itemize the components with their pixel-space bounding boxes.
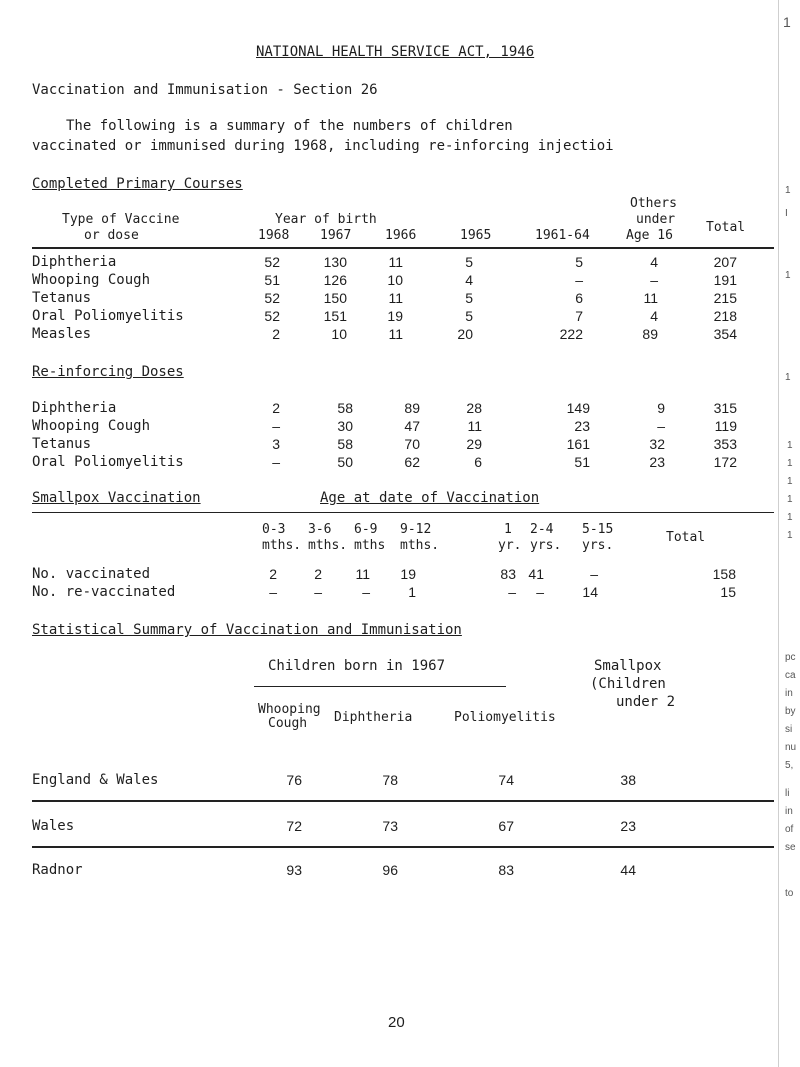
year-col-1961-64: 1961-64 [535, 228, 590, 243]
row-rule [32, 846, 774, 848]
cell: 6 [474, 454, 482, 470]
cell: – [590, 566, 598, 582]
total-header: Total [706, 220, 746, 235]
cell: 151 [323, 308, 347, 324]
cell: 83 [498, 862, 514, 878]
cell: 23 [620, 818, 636, 834]
col-unit: mths. [262, 538, 302, 553]
cell: 41 [528, 566, 544, 582]
others-header-3: Age 16 [626, 228, 673, 243]
edge-fragment: 1 [787, 512, 793, 523]
edge-fragment: si [785, 724, 793, 735]
edge-fragment: se [785, 842, 796, 853]
year-col-1968: 1968 [258, 228, 290, 243]
col-unit: yrs. [530, 538, 562, 553]
col-diphtheria: Diphtheria [334, 710, 413, 725]
cell: 10 [387, 272, 403, 288]
smallpox-header-1: Smallpox [594, 658, 662, 674]
cell: 218 [713, 308, 737, 324]
row-label: Diphtheria [32, 400, 117, 416]
col-3-6: 3-6 [308, 522, 332, 537]
cell: – [272, 454, 280, 470]
cell: 58 [337, 436, 353, 452]
edge-fragment: 1 [787, 458, 793, 469]
cell: – [650, 272, 658, 288]
smallpox-rule [32, 512, 774, 513]
cell: 29 [466, 436, 482, 452]
cell: 3 [272, 436, 280, 452]
statistical-summary-title: Statistical Summary of Vaccination and Immunisation [32, 622, 462, 638]
smallpox-header-2: (Children [590, 676, 666, 692]
cell: – [575, 272, 583, 288]
cell: 9 [657, 400, 665, 416]
cell: – [269, 584, 277, 600]
cell: 70 [404, 436, 420, 452]
edge-fragment: li [785, 788, 790, 799]
smallpox-title: Smallpox Vaccination [32, 490, 201, 506]
cell: 32 [649, 436, 665, 452]
row-label: Tetanus [32, 436, 92, 452]
cell: 73 [382, 818, 398, 834]
year-col-1965: 1965 [460, 228, 492, 243]
page-heading: NATIONAL HEALTH SERVICE ACT, 1946 [256, 44, 535, 60]
cell: 62 [404, 454, 420, 470]
cell: 4 [650, 308, 658, 324]
col-1: 1 [504, 522, 512, 537]
edge-fragment: 1 [787, 440, 793, 451]
cell: 6 [575, 290, 583, 306]
cell: 353 [713, 436, 737, 452]
row-label: Whooping Cough [32, 272, 151, 288]
cell: 5 [465, 254, 473, 270]
edge-fragment: 5, [785, 760, 794, 771]
edge-fragment: 1 [783, 14, 791, 30]
cell: 44 [620, 862, 636, 878]
col-type-line-2: or dose [84, 228, 139, 243]
row-label: Oral Poliomyelitis [32, 454, 184, 470]
children-born-header: Children born in 1967 [268, 658, 446, 674]
col-whooping-cough-1: Whooping [258, 702, 321, 717]
cell: 19 [400, 566, 416, 582]
reinforcing-doses-title: Re-inforcing Doses [32, 364, 184, 380]
col-unit: mths. [308, 538, 348, 553]
cell: 72 [286, 818, 302, 834]
others-header-1: Others [630, 196, 677, 211]
cell: 161 [566, 436, 590, 452]
cell: 150 [323, 290, 347, 306]
cell: 2 [269, 566, 277, 582]
col-unit: yr. [498, 538, 522, 553]
cell: 20 [457, 326, 473, 342]
children-born-rule [254, 686, 506, 687]
col-unit: yrs. [582, 538, 614, 553]
edge-fragment: 1 [785, 185, 791, 196]
cell: 47 [404, 418, 420, 434]
cell: 28 [466, 400, 482, 416]
row-label: Wales [32, 818, 75, 834]
cell: 51 [264, 272, 280, 288]
completed-courses-title: Completed Primary Courses [32, 176, 243, 192]
edge-fragment: by [785, 706, 796, 717]
cell: 315 [713, 400, 737, 416]
col-5-15: 5-15 [582, 522, 614, 537]
cell: 5 [465, 290, 473, 306]
intro-text-line-2: vaccinated or immunised during 1968, including re-inforcing injectioi [32, 138, 614, 154]
cell: 23 [649, 454, 665, 470]
edge-fragment: ca [785, 670, 796, 681]
row-label: Oral Poliomyelitis [32, 308, 184, 324]
cell: 23 [574, 418, 590, 434]
col-unit: mths [354, 538, 386, 553]
year-col-1966: 1966 [385, 228, 417, 243]
cell: – [508, 584, 516, 600]
cell: 354 [713, 326, 737, 342]
cell: 158 [712, 566, 736, 582]
cell: 78 [382, 772, 398, 788]
col-9-12: 9-12 [400, 522, 432, 537]
cell: 11 [643, 290, 658, 306]
cell: 222 [559, 326, 583, 342]
cell: 11 [355, 566, 370, 582]
cell: 4 [465, 272, 473, 288]
edge-fragment: 1 [787, 494, 793, 505]
cell: 51 [574, 454, 590, 470]
cell: 14 [582, 584, 598, 600]
cell: – [314, 584, 322, 600]
cell: 83 [500, 566, 516, 582]
col-poliomyelitis: Poliomyelitis [454, 710, 556, 725]
row-label: Diphtheria [32, 254, 117, 270]
age-at-vaccination-header: Age at date of Vaccination [320, 490, 540, 506]
cell: 67 [498, 818, 514, 834]
smallpox-total-header: Total [666, 530, 706, 545]
edge-fragment: in [785, 806, 793, 817]
cell: 5 [575, 254, 583, 270]
header-rule [32, 247, 774, 249]
edge-fragment: nu [785, 742, 797, 753]
cell: 50 [337, 454, 353, 470]
cell: 119 [714, 418, 737, 434]
year-col-1967: 1967 [320, 228, 352, 243]
cell: 74 [498, 772, 514, 788]
cell: 1 [408, 584, 416, 600]
edge-fragment: in [785, 688, 793, 699]
cell: 11 [388, 290, 403, 306]
row-label: England & Wales [32, 772, 159, 788]
cell: 207 [713, 254, 737, 270]
cell: 126 [323, 272, 347, 288]
cell: 2 [272, 400, 280, 416]
cell: 7 [575, 308, 583, 324]
row-label: Measles [32, 326, 92, 342]
cell: 30 [337, 418, 353, 434]
edge-fragment: 1 [785, 270, 791, 281]
cell: 89 [642, 326, 658, 342]
col-type-line-1: Type of Vaccine [62, 212, 180, 227]
cell: – [362, 584, 370, 600]
edge-fragment: to [785, 888, 794, 899]
cell: 52 [264, 290, 280, 306]
col-6-9: 6-9 [354, 522, 378, 537]
edge-fragment: I [785, 208, 788, 219]
page-number: 20 [388, 1014, 405, 1031]
row-label: Whooping Cough [32, 418, 151, 434]
row-rule [32, 800, 774, 802]
cell: 93 [286, 862, 302, 878]
col-unit: mths. [400, 538, 440, 553]
col-2-4: 2-4 [530, 522, 554, 537]
edge-fragment: pc [785, 652, 796, 663]
cell: – [657, 418, 665, 434]
edge-fragment: 1 [785, 372, 791, 383]
cell: 58 [337, 400, 353, 416]
year-of-birth-header: Year of birth [275, 212, 377, 227]
cell: 215 [713, 290, 737, 306]
section-title: Vaccination and Immunisation - Section 26 [32, 82, 378, 98]
cell: 10 [331, 326, 347, 342]
next-page-edge [778, 0, 800, 1067]
edge-fragment: 1 [787, 476, 793, 487]
cell: 5 [465, 308, 473, 324]
row-label: No. re-vaccinated [32, 584, 176, 600]
cell: 172 [713, 454, 737, 470]
cell: 89 [404, 400, 420, 416]
cell: 38 [620, 772, 636, 788]
cell: 11 [388, 326, 403, 342]
cell: 191 [713, 272, 737, 288]
cell: 4 [650, 254, 658, 270]
edge-fragment: 1 [787, 530, 793, 541]
others-header-2: under [636, 212, 676, 227]
cell: 11 [388, 254, 403, 270]
cell: 2 [314, 566, 322, 582]
cell: 76 [286, 772, 302, 788]
cell: 2 [272, 326, 280, 342]
cell: 96 [382, 862, 398, 878]
row-label: Radnor [32, 862, 83, 878]
col-0-3: 0-3 [262, 522, 286, 537]
row-label: Tetanus [32, 290, 92, 306]
intro-text-line-1: The following is a summary of the numbers of children [66, 118, 513, 134]
cell: 149 [566, 400, 590, 416]
cell: 19 [387, 308, 403, 324]
cell: – [536, 584, 544, 600]
cell: 15 [720, 584, 736, 600]
cell: 11 [467, 418, 482, 434]
edge-fragment: of [785, 824, 794, 835]
cell: – [272, 418, 280, 434]
col-whooping-cough-2: Cough [268, 716, 308, 731]
cell: 52 [264, 308, 280, 324]
row-label: No. vaccinated [32, 566, 151, 582]
cell: 130 [323, 254, 347, 270]
smallpox-header-3: under 2 [616, 694, 676, 710]
cell: 52 [264, 254, 280, 270]
